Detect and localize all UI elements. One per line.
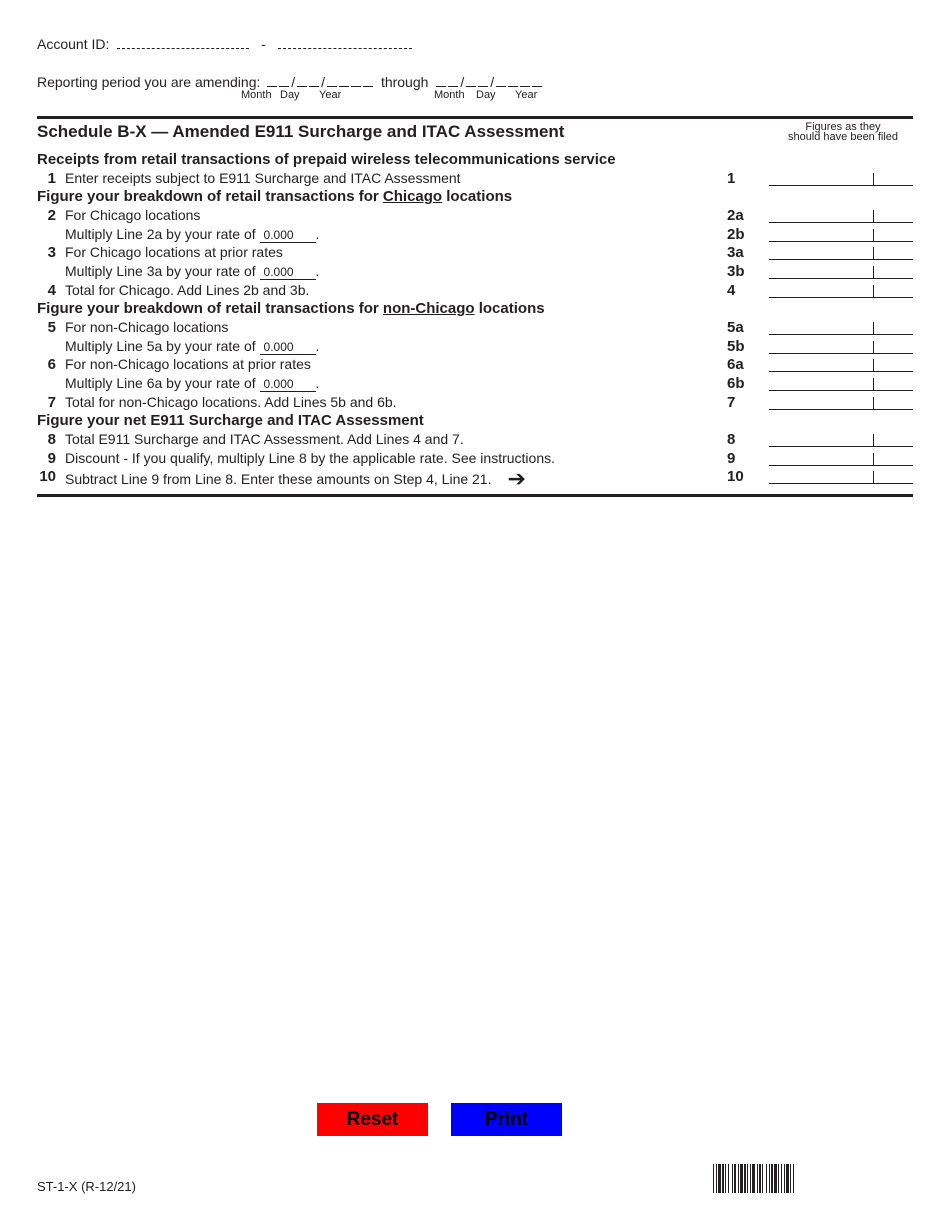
schedule-title: Schedule B-X — Amended E911 Surcharge and ITAC Assessment [37, 122, 565, 141]
line-ref: 7 [727, 394, 736, 411]
rate-6b-field[interactable]: 0.000 [260, 378, 316, 392]
reporting-period-row [37, 74, 543, 90]
line-number: 6 [47, 356, 56, 373]
line-1-amount-field[interactable] [769, 170, 913, 186]
figures-note-line-1: Figures as they [805, 121, 881, 133]
line-text: For non-Chicago locations [65, 319, 229, 335]
line-ref: 5a [727, 319, 744, 336]
line-3b [37, 263, 913, 281]
line-number: 7 [47, 394, 56, 411]
line-5a [37, 319, 913, 337]
period-to-field[interactable]: / / [435, 74, 543, 90]
line-text: For non-Chicago locations at prior rates [65, 356, 311, 372]
line-text: For Chicago locations at prior rates [65, 244, 283, 260]
rate-5b-field[interactable]: 0.000 [260, 341, 316, 355]
line-9-amount-field[interactable] [769, 450, 913, 466]
line-ref: 10 [727, 468, 744, 485]
line-number: 9 [47, 450, 56, 467]
line-ref: 2a [727, 207, 744, 224]
line-ref: 1 [727, 170, 736, 187]
line-text: For Chicago locations [65, 207, 201, 223]
line-2b-amount-field[interactable] [769, 226, 913, 242]
rate-3b-field[interactable]: 0.000 [260, 266, 316, 280]
line-7 [37, 394, 913, 412]
to-day-label: Day [476, 89, 496, 101]
line-ref: 4 [727, 282, 736, 299]
account-id-field-1[interactable] [117, 36, 249, 49]
to-month-label: Month [434, 89, 465, 101]
figures-note-line-2: should have been filed [787, 131, 899, 143]
section-net-heading: Figure your net E911 Surcharge and ITAC Assessment [37, 412, 424, 429]
line-number: 3 [47, 244, 56, 261]
line-6b [37, 375, 913, 393]
line-text: Multiply Line 6a by your rate of 0.000 . [65, 375, 320, 391]
line-10 [37, 466, 913, 491]
line-6a-amount-field[interactable] [769, 356, 913, 372]
top-divider [37, 116, 913, 119]
line-2a [37, 207, 913, 225]
line-ref: 8 [727, 431, 736, 448]
line-ref: 2b [727, 226, 745, 243]
line-2a-amount-field[interactable] [769, 207, 913, 223]
line-text: Multiply Line 3a by your rate of 0.000 . [65, 263, 320, 279]
right-arrow-icon: ➔ [507, 466, 526, 491]
line-number: 4 [47, 282, 56, 299]
line-5b [37, 338, 913, 356]
line-10-amount-field[interactable] [769, 468, 913, 484]
line-text: Discount - If you qualify, multiply Line 8 by the applicable rate. See instructions. [65, 450, 555, 466]
bottom-divider [37, 494, 913, 497]
account-id-row [37, 36, 412, 52]
from-month-label: Month [241, 89, 272, 101]
line-5b-amount-field[interactable] [769, 338, 913, 354]
to-year-label: Year [515, 89, 538, 101]
line-7-amount-field[interactable] [769, 394, 913, 410]
line-ref: 3a [727, 244, 744, 261]
line-4 [37, 282, 913, 300]
line-text: Total for Chicago. Add Lines 2b and 3b. [65, 282, 310, 298]
line-3a-amount-field[interactable] [769, 244, 913, 260]
line-number: 5 [47, 319, 56, 336]
reset-button[interactable]: Reset [317, 1103, 428, 1136]
line-text: Total for non-Chicago locations. Add Lines 5b and 6b. [65, 394, 397, 410]
barcode-icon [713, 1164, 870, 1193]
line-8 [37, 431, 913, 449]
line-number: 2 [47, 207, 56, 224]
line-1 [37, 170, 913, 188]
line-9 [37, 450, 913, 468]
line-8-amount-field[interactable] [769, 431, 913, 447]
line-3b-amount-field[interactable] [769, 263, 913, 279]
section-receipts-heading: Receipts from retail transactions of prepaid wireless telecommunications service [37, 151, 616, 168]
line-text: Multiply Line 2a by your rate of 0.000 . [65, 226, 320, 242]
line-number: 1 [47, 170, 56, 187]
line-4-amount-field[interactable] [769, 282, 913, 298]
account-id-field-2[interactable] [278, 36, 412, 49]
reporting-period-label: Reporting period you are amending: [37, 74, 261, 90]
line-ref: 6a [727, 356, 744, 373]
line-text: Subtract Line 9 from Line 8. Enter these amounts on Step 4, Line 21. ➔ [65, 466, 526, 491]
line-ref: 6b [727, 375, 745, 392]
print-button[interactable]: Print [451, 1103, 562, 1136]
section-chicago-heading: Figure your breakdown of retail transactions for Chicago locations [37, 188, 513, 205]
period-from-field[interactable]: / / [266, 74, 374, 90]
line-5a-amount-field[interactable] [769, 319, 913, 335]
account-id-label: Account ID: [37, 36, 110, 52]
line-ref: 3b [727, 263, 745, 280]
line-2b [37, 226, 913, 244]
line-text: Multiply Line 5a by your rate of 0.000 . [65, 338, 320, 354]
line-ref: 5b [727, 338, 745, 355]
from-year-label: Year [319, 89, 342, 101]
line-ref: 9 [727, 450, 736, 467]
line-text: Enter receipts subject to E911 Surcharge and ITAC Assessment [65, 170, 461, 186]
line-6a [37, 356, 913, 374]
form-id: ST-1-X (R-12/21) [37, 1179, 136, 1194]
through-label: through [380, 74, 429, 90]
line-text: Total E911 Surcharge and ITAC Assessment. Add Lines 4 and 7. [65, 431, 464, 447]
line-3a [37, 244, 913, 262]
line-number: 10 [39, 468, 56, 485]
rate-2b-field[interactable]: 0.000 [260, 229, 316, 243]
account-id-dash: - [261, 36, 266, 52]
line-6b-amount-field[interactable] [769, 375, 913, 391]
figures-note [775, 122, 911, 142]
section-nonchicago-heading: Figure your breakdown of retail transactions for non-Chicago locations [37, 300, 545, 317]
from-day-label: Day [280, 89, 300, 101]
line-number: 8 [47, 431, 56, 448]
